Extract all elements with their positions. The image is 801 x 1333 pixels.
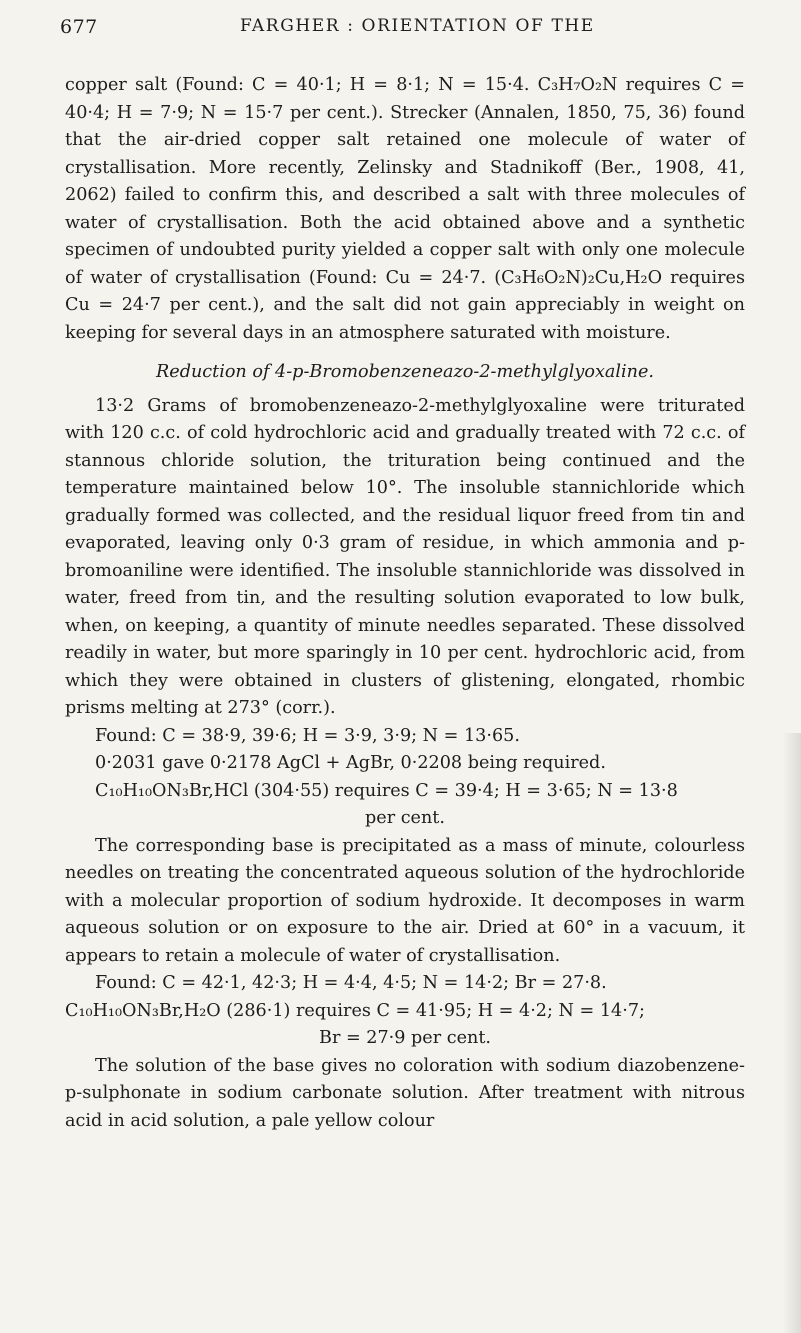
formula-hydrochloride: C₁₀H₁₀ON₃Br,HCl (304·55) requires C = 39·4; H = 3·65; N = 13·8: [95, 780, 678, 801]
paragraph-coloration: The solution of the base gives no coloration with sodium diazobenzene-p-sulphonate in sodium carbonate solution. After treatment with nitrous acid in acid solution, a pale yellow colour: [65, 1055, 745, 1131]
formula-hydrate-cont: Br = 27·9 per cent.: [319, 1028, 491, 1048]
running-head: FARGHER : ORIENTATION OF THE: [240, 16, 595, 36]
formula-hydrochloride-cont: per cent.: [365, 808, 445, 828]
body-text: [65, 72, 745, 1135]
page-edge-shadow: [783, 733, 801, 1333]
analysis-silver-halide: 0·2031 gave 0·2178 AgCl + AgBr, 0·2208 being required.: [95, 753, 606, 773]
paragraph-copper-salt: copper salt (Found: C = 40·1; H = 8·1; N = 15·4. C₃H₇O₂N requires C = 40·4; H = 7·9; N = 15·7 per cent.). Strecker (Annalen, 1850, 75, 36) found that the air-dried copper salt retained one molecule of water of crystallisation. More recently, Zelinsky and Stadnikoff (Ber., 1908, 41, 2062) failed to confirm this, and described a salt with three molecules of water of crystallisation. Both the acid obtained above and a synthetic specimen of undoubted purity yielded a copper salt with only one molecule of water of crystallisation (Found: Cu = 24·7. (C₃H₆O₂N)₂Cu,H₂O requires Cu = 24·7 per cent.), and the salt did not gain appreciably in weight on keeping for several days in an atmosphere saturated with moisture.: [65, 75, 745, 343]
formula-hydrate: C₁₀H₁₀ON₃Br,H₂O (286·1) requires C = 41·95; H = 4·2; N = 14·7;: [65, 1000, 645, 1021]
paragraph-reduction: 13·2 Grams of bromobenzeneazo-2-methylglyoxaline were triturated with 120 c.c. of cold hydrochloric acid and gradually treated with 72 c.c. of stannous chloride solution, the trituration being continued and the temperature maintained below 10°. The insoluble stannichloride which gradually formed was collected, and the residual liquor freed from tin and evaporated, leaving only 0·3 gram of residue, in which ammonia and p-bromoaniline were identified. The insoluble stannichloride was dissolved in water, freed from tin, and the resulting solution evaporated to low bulk, when, on keeping, a quantity of minute needles separated. These dissolved readily in water, but more sparingly in 10 per cent. hydrochloric acid, from which they were obtained in clusters of glistening, elongated, rhombic prisms melting at 273° (corr.).: [65, 395, 745, 718]
analysis-found-2: Found: C = 42·1, 42·3; H = 4·4, 4·5; N = 14·2; Br = 27·8.: [95, 973, 607, 993]
section-heading: Reduction of 4-p-Bromobenzeneazo-2-methylglyoxaline.: [156, 362, 654, 382]
paragraph-base: The corresponding base is precipitated as a mass of minute, colourless needles on treating the concentrated aqueous solution of the hydrochloride with a molecular proportion of sodium hydroxide. It decomposes in warm aqueous solution or on exposure to the air. Dried at 60° in a vacuum, it appears to retain a molecule of water of crystallisation.: [65, 835, 745, 966]
analysis-found-1: Found: C = 38·9, 39·6; H = 3·9, 3·9; N = 13·65.: [95, 725, 520, 746]
page-number: 677: [60, 16, 98, 38]
page-header: [60, 16, 760, 46]
